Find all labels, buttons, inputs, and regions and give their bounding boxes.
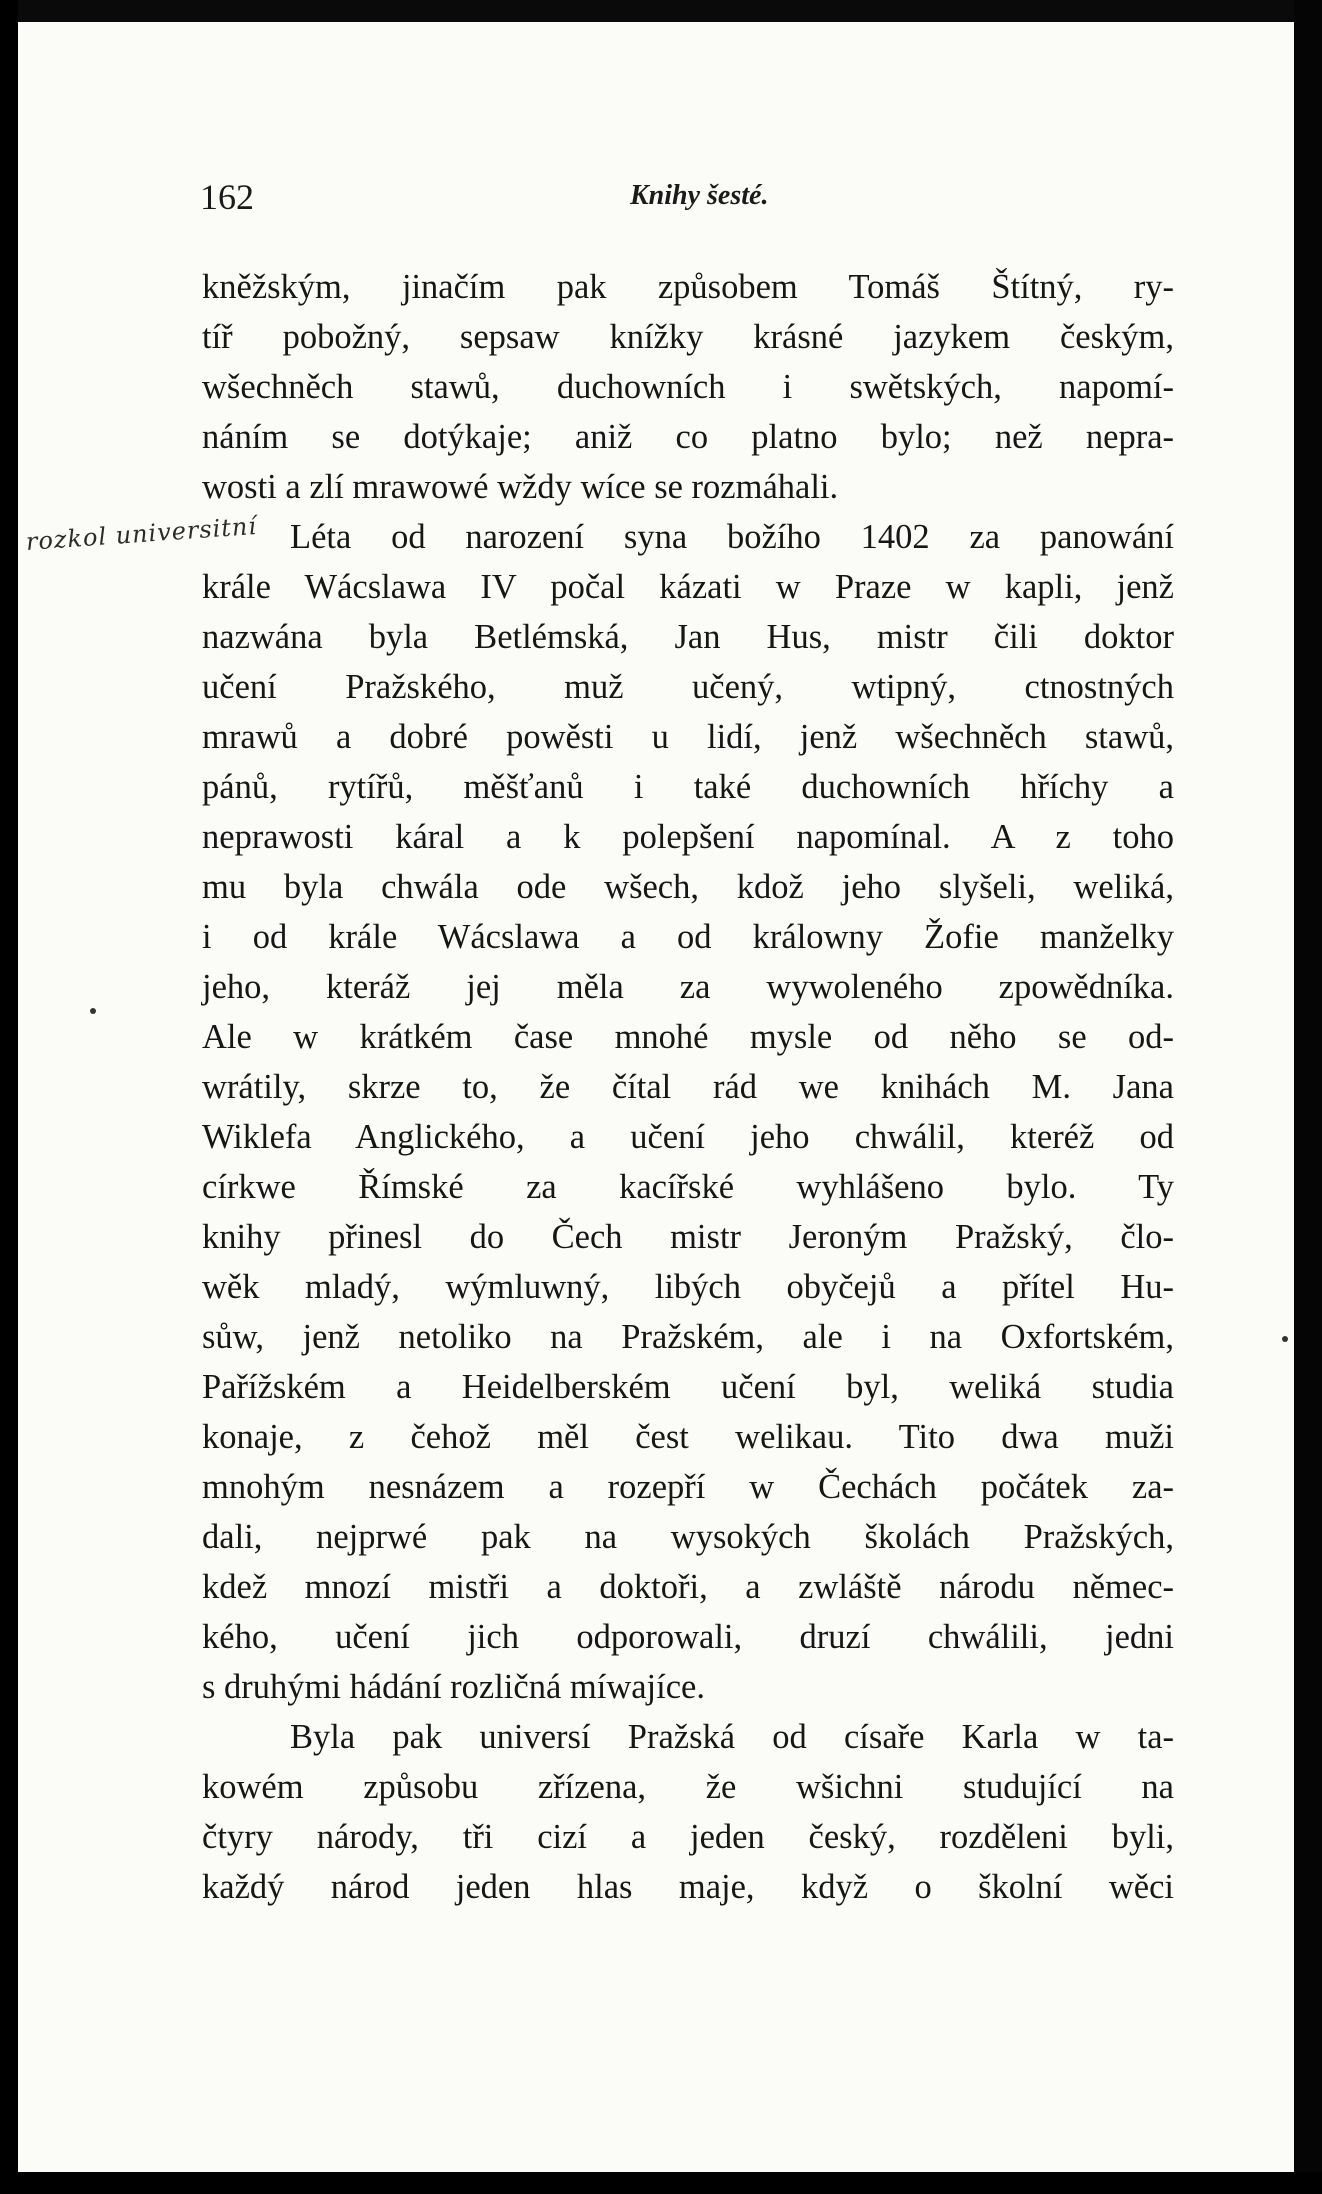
text-line: náním se dotýkaje; aniž co platno bylo; než nepra- [202,418,1174,456]
text-line: Léta od narození syna božího 1402 za panowání [290,518,1174,556]
scan-right-edge [1294,0,1322,2194]
scan-left-edge [0,0,18,2194]
dust-speck [90,1008,96,1014]
text-line: Wiklefa Anglického, a učení jeho chwálil, kteréž od [202,1118,1174,1156]
text-line: wšechněch stawů, duchowních i swětských, napomí- [202,368,1174,406]
text-line: učení Pražského, muž učený, wtipný, ctnostných [202,668,1174,706]
text-line: krále Wácslawa IV počal kázati w Praze w kapli, jenž [202,568,1174,606]
text-line: wosti a zlí mrawowé wždy wíce se rozmáhali. [202,468,839,506]
text-line: Ale w krátkém čase mnohé mysle od něho se od- [202,1018,1174,1056]
running-head: Knihy šesté. [630,180,769,211]
text-line: nazwána byla Betlémská, Jan Hus, mistr čili doktor [202,618,1174,656]
text-line: sůw, jenž netoliko na Pražském, ale i na Oxfortském, [202,1318,1174,1356]
text-line: čtyry národy, tři cizí a jeden český, rozděleni byli, [202,1818,1174,1856]
text-line: neprawosti káral a k polepšení napomínal. A z toho [202,818,1174,856]
scan-bottom-edge [0,2172,1322,2194]
text-line: Pařížském a Heidelberském učení byl, weliká studia [202,1368,1174,1406]
page-body-text [202,262,1174,1912]
text-line: kněžským, jinačím pak způsobem Tomáš Štítný, ry- [202,268,1174,306]
handwritten-margin-note: rozkol universitní [25,511,258,556]
text-line: konaje, z čehož měl čest welikau. Tito dwa muži [202,1418,1174,1456]
text-line: kdež mnozí mistři a doktoři, a zwláště národu němec- [202,1568,1174,1606]
scan-top-edge [0,0,1322,24]
text-line: každý národ jeden hlas maje, když o školní wěci [202,1868,1174,1906]
page-number: 162 [200,177,254,217]
text-line: mnohým nesnázem a rozepří w Čechách počátek za- [202,1468,1174,1506]
text-line: jeho, kteráž jej měla za wywoleného zpowědníka. [202,968,1174,1006]
text-line: knihy přinesl do Čech mistr Jeroným Pražský, člo- [202,1218,1174,1256]
text-line: církwe Římské za kacířské wyhlášeno bylo. Ty [202,1168,1174,1206]
text-line: pánů, rytířů, měšťanů i také duchowních hříchy a [202,768,1174,806]
text-line: Byla pak universí Pražská od císaře Karla w ta- [290,1718,1174,1756]
text-line: s druhými hádání rozličná míwajíce. [202,1668,705,1706]
text-line: i od krále Wácslawa a od králowny Žofie manželky [202,918,1174,956]
text-line: wrátily, skrze to, že čítal rád we knihách M. Jana [202,1068,1174,1106]
dust-speck [1282,1336,1288,1342]
text-line: wěk mladý, wýmluwný, libých obyčejů a přítel Hu- [202,1268,1174,1306]
text-line: kowém způsobu zřízena, že wšichni studující na [202,1768,1174,1806]
text-line: mrawů a dobré powěsti u lidí, jenž wšechněch stawů, [202,718,1174,756]
text-line: kého, učení jich odporowali, druzí chwálili, jedni [202,1618,1174,1656]
text-line: tíř pobožný, sepsaw knížky krásné jazykem českým, [202,318,1174,356]
text-line: dali, nejprwé pak na wysokých školách Pražských, [202,1518,1174,1556]
text-line: mu byla chwála ode wšech, kdož jeho slyšeli, weliká, [202,868,1174,906]
